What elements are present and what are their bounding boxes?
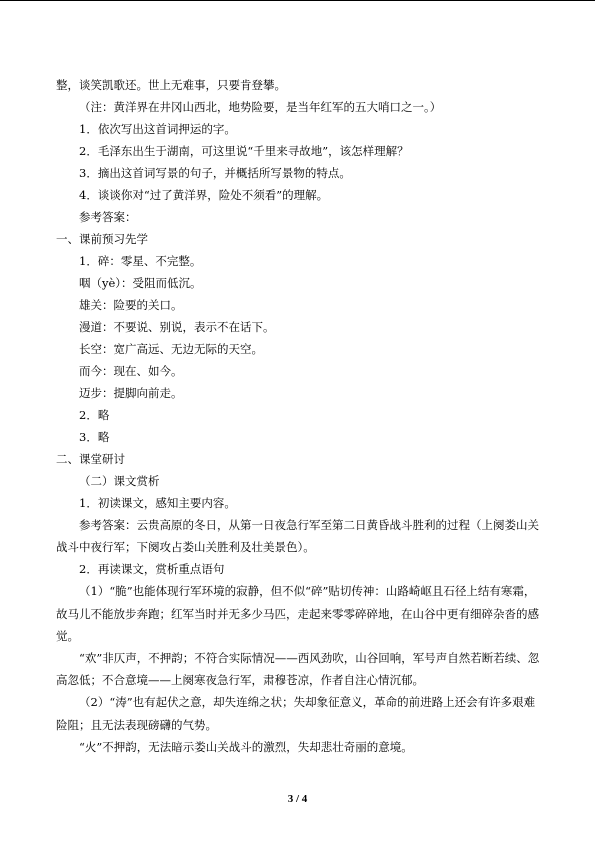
answer-item: 2．再读课文，赏析重点语句 <box>79 562 225 577</box>
question-3: 3．摘出这首词写景的句子，并概括所写景物的特点。 <box>79 166 351 180</box>
answer-item: 3．略 <box>79 430 110 444</box>
answer-item: 1．初读课文，感知主要内容。 <box>79 496 236 510</box>
question-4: 4．谈谈你对“过了黄洋界，险处不须看”的理解。 <box>79 188 329 202</box>
answer-item: 2．略 <box>79 408 110 422</box>
analysis-paragraph-1-text: （1）“脆”也能体现行军环境的寂静，但不似“碎”贴切传神：山路崎岖且石径上结有寒霜，故马儿不能放步奔跑；红军当时并无多少马匹，走起来零零碎碎地，在山谷中更有细碎杂沓的感觉。 <box>56 584 539 643</box>
annotation-note: （注：黄洋界在井冈山西北，地势险要，是当年红军的五大哨口之一。） <box>79 100 442 114</box>
analysis-paragraph-1 <box>56 580 546 647</box>
analysis-line: “火”不押韵，无法暗示娄山关战斗的激烈，失却悲壮奇丽的意境。 <box>79 739 413 754</box>
poem-line: 整，谈笑凯歌还。世上无难事，只要肯登攀。 <box>56 78 286 92</box>
answer-paragraph <box>56 514 546 558</box>
answer-item: 咽（yè）：受阻而低沉。 <box>79 276 202 290</box>
answer-item: 而今：现在、如今。 <box>79 364 183 378</box>
analysis-paragraph-2 <box>56 647 546 691</box>
question-1: 1．依次写出这首词押运的字。 <box>79 122 236 136</box>
answer-paragraph-text: 参考答案：云贵高原的冬日，从第一日夜急行军至第二日黄昏战斗胜利的过程（上阕娄山关战斗中夜行军；下阕攻占娄山关胜利及壮美景色）。 <box>56 518 539 555</box>
header-rule <box>0 0 595 1</box>
section-heading-1: 一、课前预习先学 <box>56 232 148 246</box>
page-number: 3 / 4 <box>287 793 308 805</box>
answer-item: 迈步：提脚向前走。 <box>79 386 183 400</box>
answer-item: 1．碎：零星、不完整。 <box>79 254 202 268</box>
analysis-paragraph-2-text: “欢”非仄声，不押韵；不符合实际情况——西风劲吹，山谷回响，军号声自然若断若续、忽高忽低；不合意境——上阕寒夜急行军，肃穆苍凉，作者自注心情沉郁。 <box>56 651 540 688</box>
section-heading-2: 二、课堂研讨 <box>56 452 125 466</box>
analysis-paragraph-3 <box>56 691 546 735</box>
answer-item: 雄关：险要的关口。 <box>79 298 183 312</box>
analysis-paragraph-3-text: （2）“涛”也有起伏之意，却失连绵之状；失却象征意义，革命的前进路上还会有许多艰难险阻；且无法表现磅礴的气势。 <box>56 695 536 732</box>
subsection-heading: （二）课文赏析 <box>79 474 160 488</box>
question-2: 2．毛泽东出生于湖南，可这里说“千里来寻故地”，该怎样理解？ <box>79 144 409 158</box>
answer-heading: 参考答案： <box>79 210 137 224</box>
answer-item: 漫道：不要说、别说，表示不在话下。 <box>79 320 275 334</box>
answer-item: 长空：宽广高远、无边无际的天空。 <box>79 342 263 356</box>
document-body <box>56 74 546 758</box>
